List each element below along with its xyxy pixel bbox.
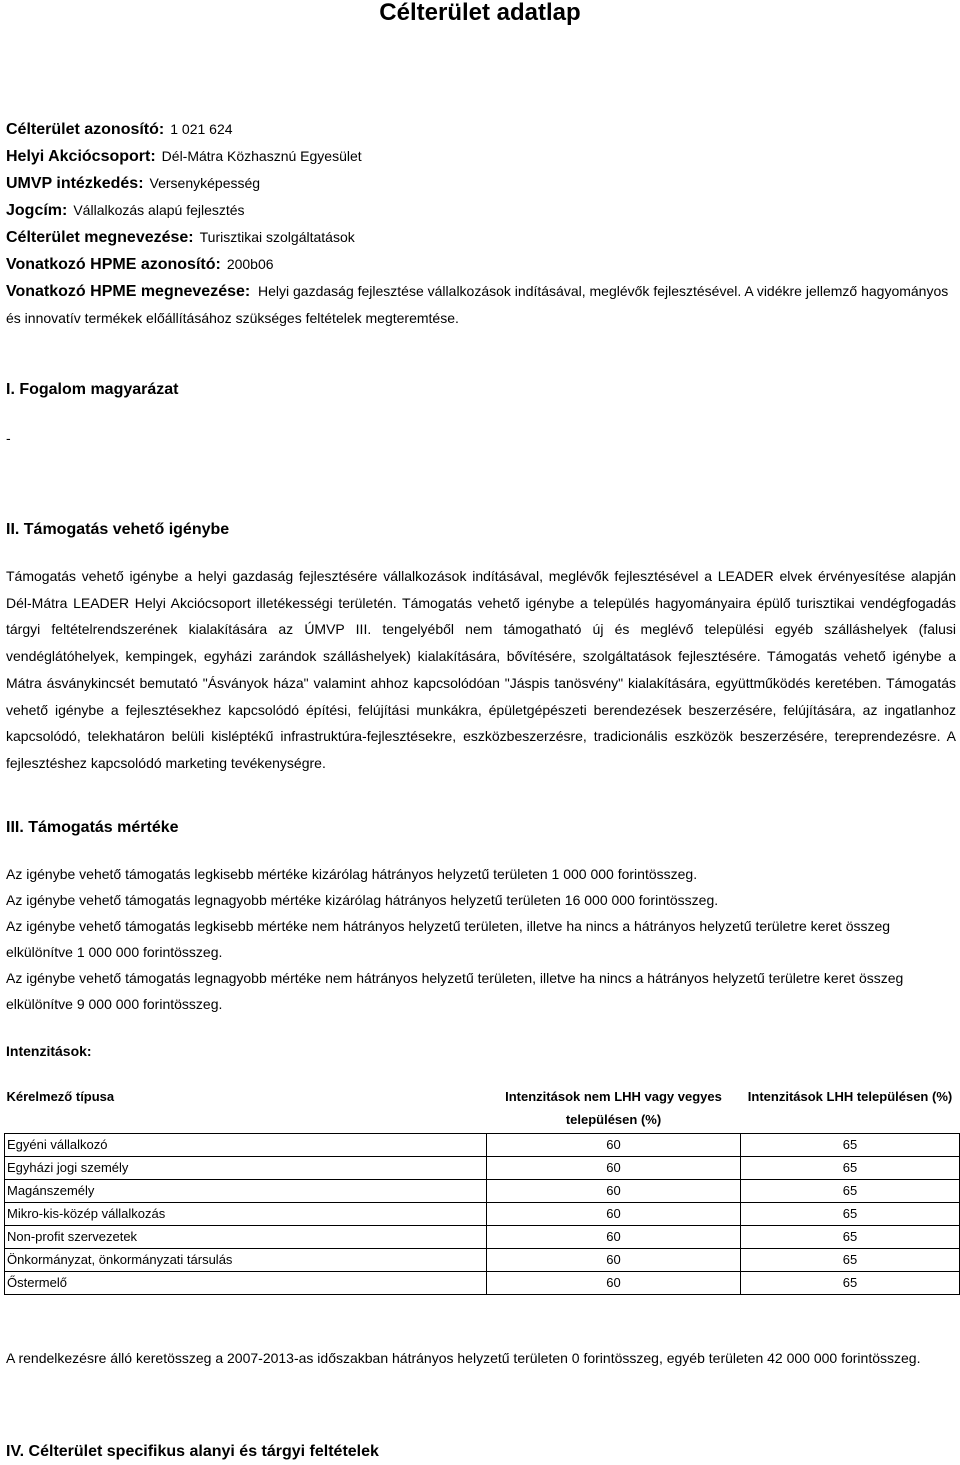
meta-row-jogcim <box>6 197 956 224</box>
intensity-table-header <box>5 1083 960 1134</box>
intensity-heading: Intenzitások: <box>6 1043 92 1059</box>
budget-summary: A rendelkezésre álló keretösszeg a 2007-2013-as időszakban hátrányos helyzetű területen 0 forintösszeg, egyéb területen 42 000 000 forintösszeg. <box>6 1350 921 1366</box>
cell-non-lhh: 60 <box>487 1249 741 1272</box>
cell-lhh: 65 <box>741 1157 960 1180</box>
hpme-azonosito-value: 200b06 <box>226 256 274 272</box>
akciocsoport-value: Dél-Mátra Közhasznú Egyesület <box>161 148 362 164</box>
cell-non-lhh: 60 <box>487 1134 741 1157</box>
jogcim-label: Jogcím: <box>6 202 68 219</box>
section3-heading: III. Támogatás mértéke <box>6 819 179 836</box>
table-row <box>5 1157 960 1180</box>
cell-applicant-type: Magánszemély <box>5 1180 487 1203</box>
section1-heading: I. Fogalom magyarázat <box>6 381 179 398</box>
support-max-hh: Az igénybe vehető támogatás legnagyobb mértéke kizárólag hátrányos helyzetű területen 16 000 000 forintösszeg. <box>6 892 719 908</box>
cell-applicant-type: Önkormányzat, önkormányzati társulás <box>5 1249 487 1272</box>
megnevezes-value: Turisztikai szolgáltatások <box>199 229 355 245</box>
col-header-non-lhh: Intenzitások nem LHH vagy vegyes településen (%) <box>505 1089 722 1127</box>
meta-row-hpme-megnevezes <box>6 278 956 332</box>
table-row <box>5 1134 960 1157</box>
cell-lhh: 65 <box>741 1134 960 1157</box>
cell-applicant-type: Őstermelő <box>5 1272 487 1295</box>
meta-row-megnevezes <box>6 224 956 251</box>
jogcim-value: Vállalkozás alapú fejlesztés <box>73 202 245 218</box>
hpme-megnevezes-label: Vonatkozó HPME megnevezése: <box>6 283 251 300</box>
section2-text: Támogatás vehető igénybe a helyi gazdaság fejlesztésére vállalkozások indításával, meglévők fejlesztésével a LEADER elvek érvényesítése alapján Dél-Mátra LEADER Helyi Akciócsoport illetékességi területén. Támogatás vehető igénybe a település hagyományaira épülő turisztikai vendégfogadás tárgyi feltételrendszerének kialakítására az ÚMVP III. tengelyéből nem támogatható új és meglévő települési egyéb szálláshelyek (falusi vendéglátóhelyek, kempingek, egyházi zarándok szálláshelyek) kialakítására, bővítésére, szolgáltatások fejlesztésére. Támogatás vehető igénybe a Mátra ásványkincsét bemutató "Ásványok háza" valamint ahhoz kapcsolódóan "Jáspis tanösvény" kialakítására, együttműködés keretében. Támogatás vehető igénybe a fejlesztésekhez kapcsolódó építési, felújítási munkákra, épületgépészeti berendezések beszerzésére, felújítására, az ingatlanhoz kapcsolódó, telekhatáron belüli kisléptékű infrastruktúra-fejlesztésekre, eszközbeszerzésre, tradicionális eszközök beszerzésére, tereprendezésre. A fejlesztéshez kapcsolódó marketing tevékenységre. <box>6 568 956 771</box>
section1-content: - <box>6 430 11 446</box>
support-min-non-hh: Az igénybe vehető támogatás legkisebb mértéke nem hátrányos helyzetű területen, illetve ha nincs a hátrányos helyzetű területre keret összeg elkülönítve 1 000 000 forintösszeg. <box>6 918 891 960</box>
cell-non-lhh: 60 <box>487 1272 741 1295</box>
cell-lhh: 65 <box>741 1272 960 1295</box>
cell-applicant-type: Egyéni vállalkozó <box>5 1134 487 1157</box>
megnevezes-label: Célterület megnevezése: <box>6 229 194 246</box>
section2-heading: II. Támogatás vehető igénybe <box>6 521 230 538</box>
col-header-lhh: Intenzitások LHH településen (%) <box>747 1089 953 1104</box>
cell-lhh: 65 <box>741 1249 960 1272</box>
cell-non-lhh: 60 <box>487 1203 741 1226</box>
umvp-label: UMVP intézkedés: <box>6 175 144 192</box>
col-header-applicant-type: Kérelmező típusa <box>6 1089 115 1104</box>
section4-heading: IV. Célterület specifikus alanyi és tárgyi feltételek <box>6 1443 379 1460</box>
support-min-hh: Az igénybe vehető támogatás legkisebb mértéke kizárólag hátrányos helyzetű területen 1 000 000 forintösszeg. <box>6 866 698 882</box>
meta-row-azonosito <box>6 116 956 143</box>
page-title: Célterület adatlap <box>379 0 581 26</box>
akciocsoport-label: Helyi Akciócsoport: <box>6 148 156 165</box>
cell-applicant-type: Non-profit szervezetek <box>5 1226 487 1249</box>
intensity-table <box>4 1083 960 1295</box>
section3-lines <box>6 861 956 1017</box>
cell-lhh: 65 <box>741 1226 960 1249</box>
meta-row-umvp <box>6 170 956 197</box>
table-row <box>5 1272 960 1295</box>
table-row <box>5 1226 960 1249</box>
hpme-azonosito-label: Vonatkozó HPME azonosító: <box>6 256 221 273</box>
cell-non-lhh: 60 <box>487 1226 741 1249</box>
meta-block <box>6 116 956 332</box>
azonosito-value: 1 021 624 <box>170 121 233 137</box>
cell-lhh: 65 <box>741 1180 960 1203</box>
cell-applicant-type: Egyházi jogi személy <box>5 1157 487 1180</box>
cell-lhh: 65 <box>741 1203 960 1226</box>
cell-non-lhh: 60 <box>487 1157 741 1180</box>
table-row <box>5 1249 960 1272</box>
support-max-non-hh: Az igénybe vehető támogatás legnagyobb mértéke nem hátrányos helyzetű területen, illetve ha nincs a hátrányos helyzetű területre keret összeg elkülönítve 9 000 000 forintösszeg. <box>6 970 904 1012</box>
table-row <box>5 1203 960 1226</box>
umvp-value: Versenyképesség <box>149 175 261 191</box>
meta-row-akciocsoport <box>6 143 956 170</box>
table-row <box>5 1180 960 1203</box>
hpme-megnevezes-value: Helyi gazdaság fejlesztése vállalkozások indításával, meglévők fejlesztésével. A vidékre jellemző hagyományos és innovatív termékek előállításához szükséges feltételek megteremtése. <box>6 283 949 326</box>
cell-applicant-type: Mikro-kis-közép vállalkozás <box>5 1203 487 1226</box>
azonosito-label: Célterület azonosító: <box>6 121 165 138</box>
cell-non-lhh: 60 <box>487 1180 741 1203</box>
meta-row-hpme-azonosito <box>6 251 956 278</box>
